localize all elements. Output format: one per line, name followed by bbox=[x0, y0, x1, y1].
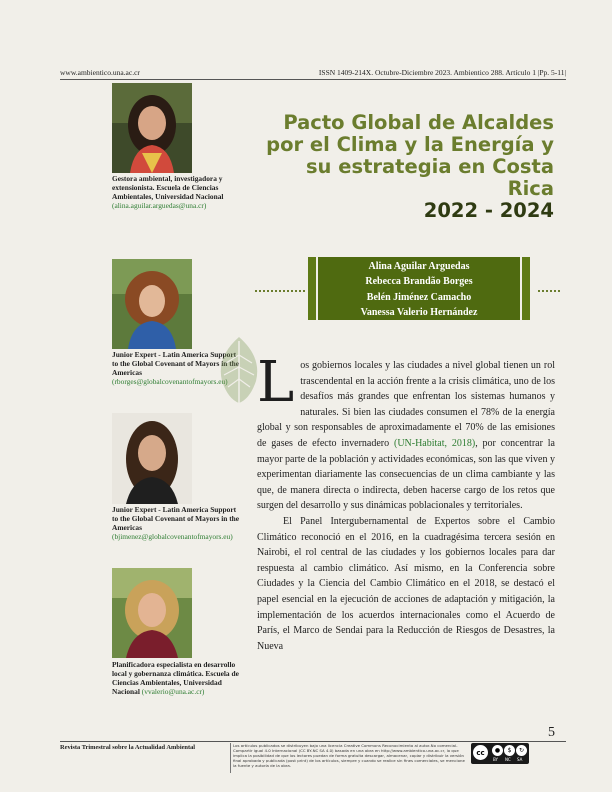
dotted-rule-right bbox=[538, 290, 560, 292]
bio-email[interactable]: (bjimenez@globalcovenantofmayors.eu) bbox=[112, 532, 233, 541]
article-body bbox=[257, 350, 555, 654]
cc-label: NC bbox=[505, 757, 511, 762]
sa-icon: ↻ bbox=[516, 745, 527, 756]
header-meta: ISSN 1409-214X. Octubre-Diciembre 2023. Ambientico 288. Artículo 1 |Pp. 5-11| bbox=[318, 68, 566, 77]
header-url[interactable]: www.ambientico.una.ac.cr bbox=[60, 68, 140, 77]
author-bio-3 bbox=[112, 505, 240, 541]
header-rule bbox=[60, 79, 566, 80]
citation-link[interactable]: (UN-Habitat, 2018) bbox=[393, 437, 476, 449]
author-list bbox=[318, 257, 520, 320]
footer-rule bbox=[60, 741, 566, 742]
author-photo-2 bbox=[112, 259, 192, 349]
bio-email[interactable]: (rborges@globalcovenantofmayors.eu) bbox=[112, 377, 228, 386]
bio-text: Planificadora especialista en desarrollo local y gobernanza climática. Escuela de Ciencias Ambientales, Universidad Nacional bbox=[112, 660, 239, 696]
dotted-rule-left bbox=[255, 290, 305, 292]
bio-email[interactable]: (vvalerio@una.ac.cr) bbox=[141, 687, 205, 696]
author-photo-1 bbox=[112, 83, 192, 173]
author-name: Belén Jiménez Camacho bbox=[366, 291, 472, 303]
footer-divider bbox=[230, 743, 231, 773]
cc-icon: cc bbox=[473, 745, 488, 760]
author-box-edge-right bbox=[522, 257, 530, 320]
author-bio-4 bbox=[112, 660, 240, 696]
cc-label: SA bbox=[517, 757, 523, 762]
paragraph-text: , por concentrar la mayor parte de la población y actividades económicas, son las que viven y experimentan diariamente las consecuencias de un clima cambiante y las que, de manera directa o indirecta, deben hacerse cargo de los retos que surgen del desarrollo y sus dinámicas poblacionales y territoriales. bbox=[257, 437, 555, 512]
author-name: Vanessa Valerio Hernández bbox=[360, 307, 478, 319]
cc-label: BY bbox=[493, 757, 498, 762]
paragraph-1 bbox=[257, 350, 555, 514]
journal-tagline: Revista Trimestral sobre la Actualidad Ambiental bbox=[60, 744, 196, 751]
bio-text: Gestora ambiental, investigadora y extensionista. Escuela de Ciencias Ambientales, Universidad Nacional bbox=[112, 174, 224, 201]
bio-email[interactable]: (alina.aguilar.arguedas@una.cr) bbox=[112, 201, 207, 210]
nc-icon: $ bbox=[504, 745, 515, 756]
paragraph-text: os gobiernos locales y las ciudades a nivel global tienen un rol trascendental en la acción frente a la crisis climática, uno de los desafíos más grandes que enfrentan los sistemas humanos y naturales. Si bien las ciudades consumen el 78% de la energía global y son responsables de aproximadamente el 70% de las emisiones de gases de efecto invernadero bbox=[257, 360, 555, 449]
author-name: Alina Aguilar Arguedas bbox=[368, 261, 470, 272]
paragraph-2: El Panel Intergubernamental de Expertos sobre el Cambio Climático reconoció en el 2016, en la cuadragésima tercera sesión en Nairobi, el rol central de las ciudades y los gobiernos locales para dar respuesta al cambio climático. Así mismo, en la Conferencia sobre Ciudades y la Ciencia del Cambio Climático en el 2018, se destacó el papel esencial en la ejecución de acciones de adaptación y mitigación, la implementación de los acuerdos internacionales como el Acuerdo de París, el Marco de Sendai para la Reducción de Riesgos de Desastres, la Nueva bbox=[257, 515, 555, 652]
author-box-edge-left bbox=[308, 257, 316, 320]
title-line: Pacto Global de Alcaldes bbox=[283, 111, 554, 134]
cc-license-badge[interactable] bbox=[471, 743, 529, 764]
by-icon: ● bbox=[492, 745, 503, 756]
author-bio-1 bbox=[112, 174, 240, 210]
title-line: su estrategia en Costa Rica bbox=[305, 155, 554, 200]
bio-text: Junior Expert - Latin America Support to the Global Covenant of Mayors in the Americas bbox=[112, 505, 240, 532]
title-line: 2022 - 2024 bbox=[423, 199, 554, 222]
title-line: por el Clima y la Energía y bbox=[266, 133, 554, 156]
author-photo-4 bbox=[112, 568, 192, 658]
license-text: Los artículos publicados se distribuyen bajo una licencia Creative Commons Reconocimiento al autor-No comercial-Compartir igual 4.0 Internacional (CC BY-NC SA 4.0) basada en una obra en http://www.ambientico.una.ac.cr, lo que implica la posibilidad de que los lectores puedan de forma gratuita descargar, almacenar, copiar y distribuir la versión final aprobada y publicada (post print) de los artículos, siempre y cuando se realice sin fines comerciales, se mencione la fuente y autoría de la obra. bbox=[233, 743, 465, 768]
page-number: 5 bbox=[548, 725, 555, 740]
article-title bbox=[254, 112, 554, 222]
author-photo-3 bbox=[112, 413, 192, 504]
author-name: Rebecca Brandão Borges bbox=[365, 276, 473, 288]
bio-text: Junior Expert - Latin America Support to the Global Covenant of Mayors in the Americas bbox=[112, 350, 240, 377]
drop-cap: L bbox=[257, 350, 295, 415]
